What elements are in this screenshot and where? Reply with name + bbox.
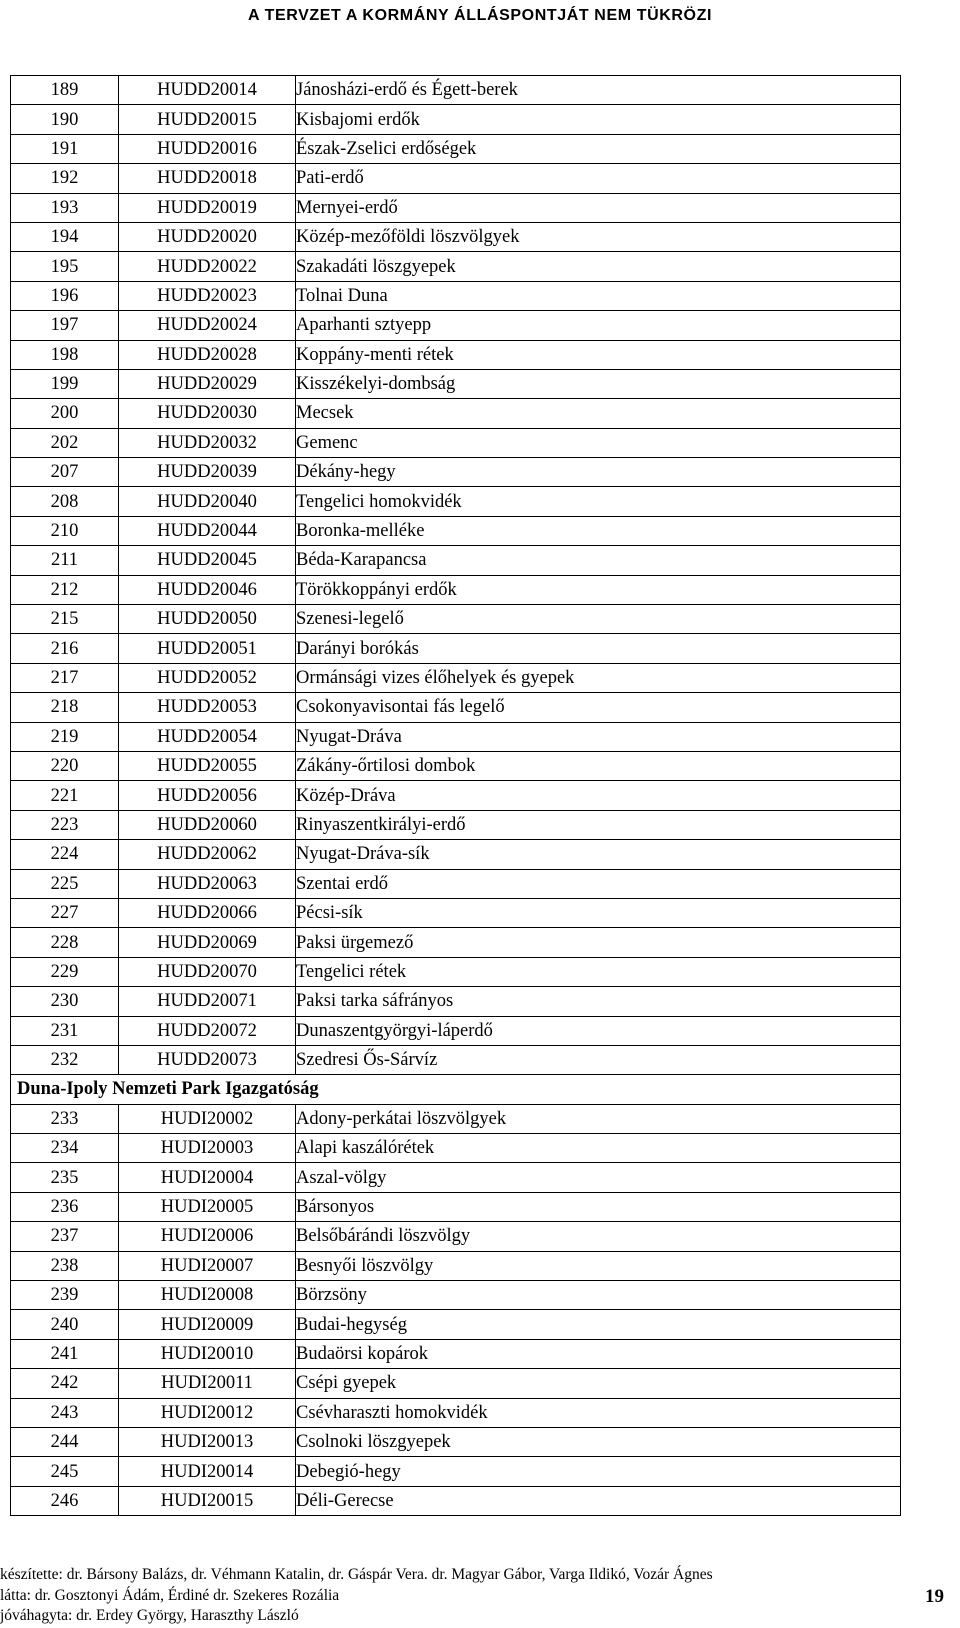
site-name: Paksi ürgemező xyxy=(296,928,901,957)
table-row xyxy=(11,193,901,222)
site-name: Debegió-hegy xyxy=(296,1457,901,1486)
table-row xyxy=(11,634,901,663)
site-name: Aparhanti sztyepp xyxy=(296,311,901,340)
table-row xyxy=(11,928,901,957)
table-row xyxy=(11,693,901,722)
site-code: HUDD20024 xyxy=(119,311,296,340)
row-number: 207 xyxy=(11,458,119,487)
site-code: HUDD20032 xyxy=(119,428,296,457)
site-name: Tolnai Duna xyxy=(296,281,901,310)
row-number: 239 xyxy=(11,1281,119,1310)
site-name: Kisbajomi erdők xyxy=(296,105,901,134)
site-code: HUDI20011 xyxy=(119,1369,296,1398)
row-number: 225 xyxy=(11,869,119,898)
site-name: Béda-Karapancsa xyxy=(296,546,901,575)
table-body-dd xyxy=(11,76,901,1075)
site-code: HUDI20010 xyxy=(119,1339,296,1368)
site-code: HUDD20069 xyxy=(119,928,296,957)
row-number: 221 xyxy=(11,781,119,810)
site-code: HUDI20003 xyxy=(119,1134,296,1163)
site-name: Pécsi-sík xyxy=(296,898,901,927)
site-name: Törökkoppányi erdők xyxy=(296,575,901,604)
table-row xyxy=(11,840,901,869)
row-number: 190 xyxy=(11,105,119,134)
table-row xyxy=(11,281,901,310)
table-row xyxy=(11,1016,901,1045)
table-row xyxy=(11,1427,901,1456)
table-row xyxy=(11,252,901,281)
row-number: 194 xyxy=(11,222,119,251)
table-row xyxy=(11,605,901,634)
site-name: Közép-mezőföldi löszvölgyek xyxy=(296,222,901,251)
table-row xyxy=(11,781,901,810)
site-code: HUDD20023 xyxy=(119,281,296,310)
row-number: 211 xyxy=(11,546,119,575)
site-code: HUDI20012 xyxy=(119,1398,296,1427)
site-name: Börzsöny xyxy=(296,1281,901,1310)
site-code: HUDD20018 xyxy=(119,164,296,193)
row-number: 244 xyxy=(11,1427,119,1456)
site-name: Nyugat-Dráva-sík xyxy=(296,840,901,869)
site-code: HUDD20070 xyxy=(119,957,296,986)
site-name: Gemenc xyxy=(296,428,901,457)
site-code: HUDD20028 xyxy=(119,340,296,369)
row-number: 210 xyxy=(11,516,119,545)
site-name: Rinyaszentkirályi-erdő xyxy=(296,810,901,839)
site-code: HUDD20055 xyxy=(119,751,296,780)
table-row xyxy=(11,516,901,545)
row-number: 232 xyxy=(11,1045,119,1074)
table-row xyxy=(11,399,901,428)
site-code: HUDD20040 xyxy=(119,487,296,516)
row-number: 229 xyxy=(11,957,119,986)
site-name: Besnyői löszvölgy xyxy=(296,1251,901,1280)
table-row xyxy=(11,1398,901,1427)
site-code: HUDI20009 xyxy=(119,1310,296,1339)
table-row xyxy=(11,1192,901,1221)
site-name: Belsőbárándi löszvölgy xyxy=(296,1222,901,1251)
page-header: A TERVZET A KORMÁNY ÁLLÁSPONTJÁT NEM TÜKRÖZI xyxy=(247,7,713,24)
site-name: Közép-Dráva xyxy=(296,781,901,810)
site-name: Alapi kaszálórétek xyxy=(296,1134,901,1163)
row-number: 228 xyxy=(11,928,119,957)
site-code: HUDD20054 xyxy=(119,722,296,751)
row-number: 219 xyxy=(11,722,119,751)
site-code: HUDD20019 xyxy=(119,193,296,222)
row-number: 241 xyxy=(11,1339,119,1368)
row-number: 227 xyxy=(11,898,119,927)
site-code: HUDD20014 xyxy=(119,76,296,105)
site-code: HUDD20045 xyxy=(119,546,296,575)
site-code: HUDD20046 xyxy=(119,575,296,604)
row-number: 245 xyxy=(11,1457,119,1486)
table-row xyxy=(11,369,901,398)
site-name: Szenesi-legelő xyxy=(296,605,901,634)
site-code: HUDD20020 xyxy=(119,222,296,251)
site-code: HUDD20022 xyxy=(119,252,296,281)
section-header-group xyxy=(11,1075,901,1104)
table-row xyxy=(11,487,901,516)
site-name: Csévharaszti homokvidék xyxy=(296,1398,901,1427)
table-row xyxy=(11,311,901,340)
site-code: HUDD20056 xyxy=(119,781,296,810)
table-row xyxy=(11,810,901,839)
site-code: HUDI20006 xyxy=(119,1222,296,1251)
site-name: Csokonyavisontai fás legelő xyxy=(296,693,901,722)
row-number: 233 xyxy=(11,1104,119,1133)
site-code: HUDD20050 xyxy=(119,605,296,634)
table-row xyxy=(11,1339,901,1368)
site-name: Budai-hegység xyxy=(296,1310,901,1339)
row-number: 224 xyxy=(11,840,119,869)
site-code: HUDI20002 xyxy=(119,1104,296,1133)
table-row xyxy=(11,1251,901,1280)
row-number: 237 xyxy=(11,1222,119,1251)
table-row xyxy=(11,1457,901,1486)
row-number: 238 xyxy=(11,1251,119,1280)
site-code: HUDD20071 xyxy=(119,987,296,1016)
site-code: HUDI20008 xyxy=(119,1281,296,1310)
site-code: HUDD20039 xyxy=(119,458,296,487)
site-name: Szakadáti löszgyepek xyxy=(296,252,901,281)
row-number: 192 xyxy=(11,164,119,193)
site-code: HUDI20014 xyxy=(119,1457,296,1486)
table-row xyxy=(11,164,901,193)
site-code: HUDI20004 xyxy=(119,1163,296,1192)
table-row xyxy=(11,1486,901,1515)
site-name: Zákány-őrtilosi dombok xyxy=(296,751,901,780)
site-name: Darányi borókás xyxy=(296,634,901,663)
table-row xyxy=(11,134,901,163)
site-name: Dunaszentgyörgyi-láperdő xyxy=(296,1016,901,1045)
site-name: Szedresi Ős-Sárvíz xyxy=(296,1045,901,1074)
table-row xyxy=(11,1163,901,1192)
site-name: Mecsek xyxy=(296,399,901,428)
site-code: HUDD20062 xyxy=(119,840,296,869)
row-number: 197 xyxy=(11,311,119,340)
row-number: 234 xyxy=(11,1134,119,1163)
table-row xyxy=(11,222,901,251)
table-row xyxy=(11,1222,901,1251)
table-row xyxy=(11,751,901,780)
site-code: HUDD20060 xyxy=(119,810,296,839)
site-name: Budaörsi kopárok xyxy=(296,1339,901,1368)
table-row xyxy=(11,458,901,487)
site-name: Tengelici homokvidék xyxy=(296,487,901,516)
site-code: HUDD20016 xyxy=(119,134,296,163)
row-number: 230 xyxy=(11,987,119,1016)
site-name: Adony-perkátai löszvölgyek xyxy=(296,1104,901,1133)
site-table xyxy=(10,75,901,1516)
footer-reviewed-by: látta: dr. Gosztonyi Ádám, Érdiné dr. Szekeres Rozália xyxy=(0,1586,340,1604)
table-row xyxy=(11,1369,901,1398)
table-row xyxy=(11,546,901,575)
row-number: 223 xyxy=(11,810,119,839)
footer-approved-by: jóváhagyta: dr. Erdey György, Haraszthy László xyxy=(0,1607,299,1624)
site-name: Csépi gyepek xyxy=(296,1369,901,1398)
row-number: 199 xyxy=(11,369,119,398)
site-name: Ormánsági vizes élőhelyek és gyepek xyxy=(296,663,901,692)
site-code: HUDI20015 xyxy=(119,1486,296,1515)
site-name: Tengelici rétek xyxy=(296,957,901,986)
site-code: HUDD20030 xyxy=(119,399,296,428)
table-row xyxy=(11,340,901,369)
row-number: 198 xyxy=(11,340,119,369)
site-code: HUDI20013 xyxy=(119,1427,296,1456)
row-number: 240 xyxy=(11,1310,119,1339)
table-row xyxy=(11,76,901,105)
row-number: 212 xyxy=(11,575,119,604)
page-number: 19 xyxy=(925,1586,944,1607)
section-row xyxy=(11,1075,901,1104)
site-code: HUDD20052 xyxy=(119,663,296,692)
footer-prepared-by: készítette: dr. Bársony Balázs, dr. Véhmann Katalin, dr. Gáspár Vera. dr. Magyar Gábor, Varga Ildikó, Vozár Ágnes xyxy=(0,1566,713,1583)
row-number: 195 xyxy=(11,252,119,281)
site-name: Boronka-melléke xyxy=(296,516,901,545)
row-number: 208 xyxy=(11,487,119,516)
site-name: Nyugat-Dráva xyxy=(296,722,901,751)
table-row xyxy=(11,1104,901,1133)
site-code: HUDD20053 xyxy=(119,693,296,722)
row-number: 217 xyxy=(11,663,119,692)
site-name: Csolnoki löszgyepek xyxy=(296,1427,901,1456)
site-code: HUDI20005 xyxy=(119,1192,296,1221)
site-name: Mernyei-erdő xyxy=(296,193,901,222)
site-name: Szentai erdő xyxy=(296,869,901,898)
site-code: HUDI20007 xyxy=(119,1251,296,1280)
site-code: HUDD20015 xyxy=(119,105,296,134)
row-number: 189 xyxy=(11,76,119,105)
table-row xyxy=(11,1045,901,1074)
row-number: 235 xyxy=(11,1163,119,1192)
table-row xyxy=(11,428,901,457)
row-number: 202 xyxy=(11,428,119,457)
table-body-di xyxy=(11,1104,901,1515)
row-number: 196 xyxy=(11,281,119,310)
site-name: Jánosházi-erdő és Égett-berek xyxy=(296,76,901,105)
table-row xyxy=(11,957,901,986)
table-row xyxy=(11,898,901,927)
table-row xyxy=(11,663,901,692)
site-code: HUDD20051 xyxy=(119,634,296,663)
site-code: HUDD20066 xyxy=(119,898,296,927)
site-code: HUDD20029 xyxy=(119,369,296,398)
table-row xyxy=(11,1281,901,1310)
row-number: 193 xyxy=(11,193,119,222)
row-number: 200 xyxy=(11,399,119,428)
table-row xyxy=(11,575,901,604)
site-name: Aszal-völgy xyxy=(296,1163,901,1192)
table-row xyxy=(11,1310,901,1339)
table-row xyxy=(11,722,901,751)
row-number: 236 xyxy=(11,1192,119,1221)
site-code: HUDD20073 xyxy=(119,1045,296,1074)
site-name: Bársonyos xyxy=(296,1192,901,1221)
table-row xyxy=(11,869,901,898)
row-number: 191 xyxy=(11,134,119,163)
site-name: Észak-Zselici erdőségek xyxy=(296,134,901,163)
row-number: 216 xyxy=(11,634,119,663)
footer xyxy=(0,1565,800,1627)
row-number: 231 xyxy=(11,1016,119,1045)
site-name: Koppány-menti rétek xyxy=(296,340,901,369)
row-number: 243 xyxy=(11,1398,119,1427)
site-name: Paksi tarka sáfrányos xyxy=(296,987,901,1016)
table-row xyxy=(11,987,901,1016)
row-number: 218 xyxy=(11,693,119,722)
row-number: 220 xyxy=(11,751,119,780)
site-code: HUDD20072 xyxy=(119,1016,296,1045)
section-title: Duna-Ipoly Nemzeti Park Igazgatóság xyxy=(11,1075,901,1104)
row-number: 215 xyxy=(11,605,119,634)
site-code: HUDD20044 xyxy=(119,516,296,545)
site-name: Pati-erdő xyxy=(296,164,901,193)
table-row xyxy=(11,1134,901,1163)
row-number: 242 xyxy=(11,1369,119,1398)
table-row xyxy=(11,105,901,134)
site-name: Déli-Gerecse xyxy=(296,1486,901,1515)
row-number: 246 xyxy=(11,1486,119,1515)
site-name: Dékány-hegy xyxy=(296,458,901,487)
site-code: HUDD20063 xyxy=(119,869,296,898)
site-name: Kisszékelyi-dombság xyxy=(296,369,901,398)
